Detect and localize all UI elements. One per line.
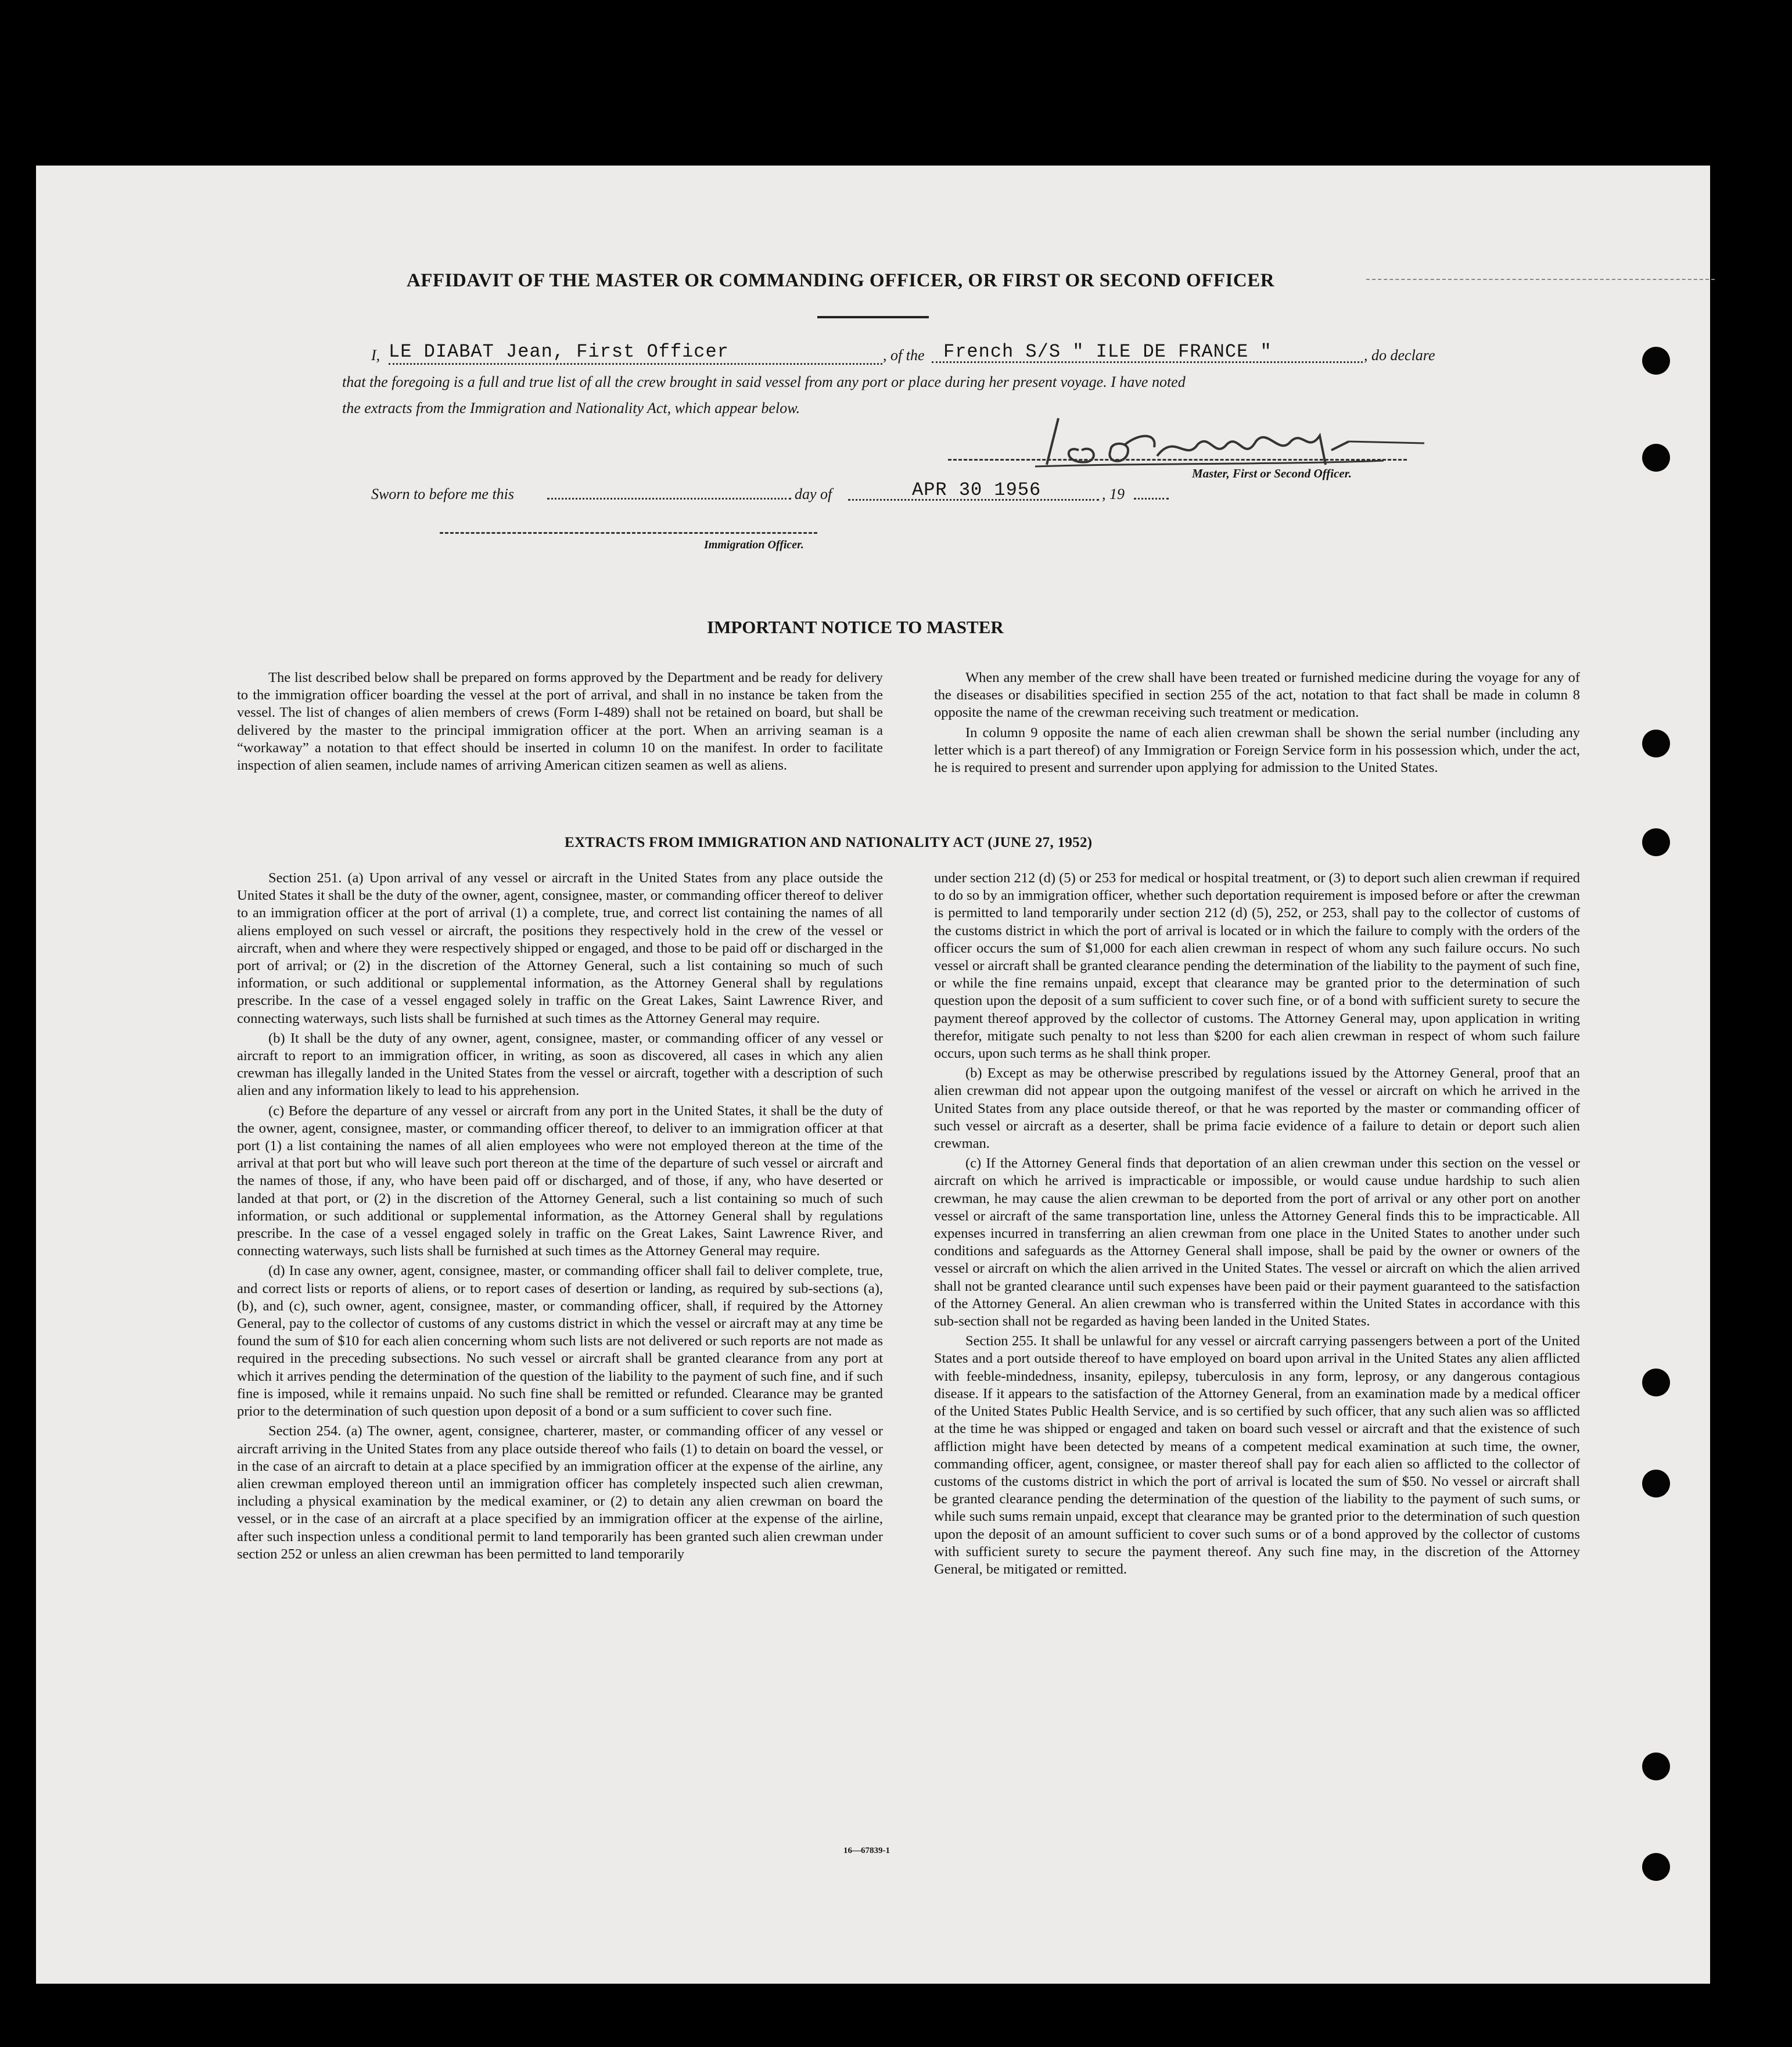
section-254-a-cont: under section 212 (d) (5) or 253 for medical or hospital treatment, or (3) to deport such alien crewman if required to do so by an immigration officer, whether such deportation requirement is imposed before or after the crewman is permitted to land temporarily under section 212 (d) (5), 252, or 253, shall pay to the collector of customs of the customs district in which the port of arrival is located or in which the failure to comply with the orders of the officer occurs the sum of $1,000 for each alien crewman in respect of whom any such failure occurs. No such vessel or aircraft shall be granted clearance pending the determination of the liability to the payment of such fine, or while the fine remains unpaid, except that clearance may be granted prior to the determination of such question upon the deposit of a sum sufficient to cover such fine, or of a bond with sufficient surety to secure the payment thereof approved by the collector of customs. The Attorney General may, upon application in writing therefor, mitigate such penalty to not less than $200 for each alien crewman in respect of whom such failure occurs, upon such terms as he shall think proper. (934, 870, 1580, 1062)
punch-hole (1642, 1369, 1670, 1396)
extracts-right-column (934, 870, 1580, 1581)
extracts-title: EXTRACTS FROM IMMIGRATION AND NATIONALITY ACT (JUNE 27, 1952) (565, 835, 1093, 850)
vessel-field: French S/S " ILE DE FRANCE " (932, 341, 1363, 363)
punch-hole (1642, 347, 1670, 375)
officer-name-field: LE DIABAT Jean, First Officer (389, 341, 882, 365)
affidavit-title: AFFIDAVIT OF THE MASTER OR COMMANDING OFFICER, OR FIRST OR SECOND OFFICER (406, 270, 1275, 291)
date-stamp: APR 30 1956 (848, 479, 1099, 501)
section-254-c: (c) If the Attorney General finds that deportation of an alien crewman under this section on the vessel or aircraft on which he arrived is impracticable or impossible, or would cause undue hardship to such alien crewman, he may cause the alien crewman to be deported from the port of arrival or any other port on another vessel or aircraft of the same transportation line, unless the Attorney General finds this to be impracticable. All expenses incurred in transferring an alien crewman from one place in the United States to another under such conditions and safeguards as the Attorney General shall impose, shall be paid by the owner or owners of the vessel or aircraft on which the alien arrived in the United States. The vessel or aircraft on which the alien arrived shall not be granted clearance until such expenses have been paid or their payment guaranteed to the satisfaction of the Attorney General. An alien crewman who is transferred within the United States in accordance with this sub-section shall not be regarded as having been landed in the United States. (934, 1155, 1580, 1330)
punch-hole (1642, 730, 1670, 757)
section-254-a: Section 254. (a) The owner, agent, consignee, charterer, master, or commanding officer of any vessel or aircraft arriving in the United States from any place outside thereof who fails (1) to detain on board the vessel, or in the case of an aircraft to detain at a place specified by an immigration officer at the expense of the airline, any alien crewman employed thereon until an immigration officer has completely inspected such alien crewman, including a physical examination by the medical examiner, or (2) to detain any alien crewman on board the vessel, or in the case of an aircraft at a place specified by an immigration officer at the expense of the airline, after such inspection unless a conditional permit to land temporarily has been granted such alien crewman under section 252 or unless an alien crewman has been permitted to land temporarily (237, 1423, 883, 1562)
section-255: Section 255. It shall be unlawful for any vessel or aircraft carrying passengers between a port of the United States and a port outside thereof to have employed on board upon arrival in the United States any alien afflicted with feeble-mindedness, insanity, epilepsy, tuberculosis in any form, leprosy, or any dangerous contagious disease. If it appears to the satisfaction of the Attorney General, from an examination made by a medical officer of the United States Public Health Service, and is so certified by such officer, that any such alien was so afflicted at the time he was shipped or engaged and taken on board such vessel or aircraft and that the existence of such affliction might have been detected by means of a competent medical examination at such time, the owner, commanding officer, agent, consignee, or master thereof shall pay for each alien so afflicted to the collector of customs of the customs district in which the port of arrival is located the sum of $50. No vessel or aircraft shall be granted clearance pending the determination of the question of the liability to the payment of such sums, or while such sums remain unpaid, except that clearance may be granted prior to the determination of such question upon the deposit of an amount sufficient to cover such sums or of a bond approved by the collector of customs with sufficient surety to secure the payment thereof. Any such fine may, in the discretion of the Attorney General, be mitigated or remitted. (934, 1333, 1580, 1577)
form-number: 16—67839-1 (843, 1846, 890, 1855)
notice-right-text: When any member of the crew shall have been treated or furnished medicine during the voyage for any of the diseases or disabilities specified in section 255 of the act, notation to that fact shall be made in column 8 opposite the name of the crewman receiving such treatment or medication. In column 9 opposite the name of each alien crewman shall be shown the serial number (including any letter which is a part thereof) of any Immigration or Foreign Service form in his possession which, under the act, he is required to present and surrender upon applying for admission to the United States. (934, 670, 1580, 776)
punch-hole (1642, 828, 1670, 856)
punch-hole (1642, 1853, 1670, 1881)
officer-signature (1024, 410, 1442, 473)
title-tail-dots (1366, 279, 1715, 280)
signature-line (948, 459, 1407, 461)
declaration-line2: that the foregoing is a full and true list of all the crew brought in said vessel from any port or place during her present voyage. I have noted (342, 374, 1186, 390)
section-254-b: (b) Except as may be otherwise prescribed by regulations issued by the Attorney General, proof that an alien crewman did not appear upon the outgoing manifest of the vessel or aircraft on which he arrived in the United States from any place outside thereof, or that he was reported by the master or commanding officer of such vessel or aircraft as a deserter, shall be prima facie evidence of a failure to detain or deport such alien crewman. (934, 1065, 1580, 1152)
signature-caption: Master, First or Second Officer. (1192, 466, 1352, 480)
do-declare-label: , do declare (1364, 347, 1435, 364)
day-of-label: day of (795, 486, 832, 502)
of-the-label: , of the (883, 347, 925, 364)
punch-hole (1642, 1470, 1670, 1497)
year-field (1134, 498, 1169, 500)
immigration-officer-line (440, 532, 817, 534)
sworn-label: Sworn to before me this (371, 486, 515, 502)
extracts-left-column (237, 870, 883, 1565)
section-251-b: (b) It shall be the duty of any owner, agent, consignee, master, or commanding officer of any vessel or aircraft to report to an immigration officer, in writing, as soon as discovered, all cases in which any alien crewman has illegally landed in the United States from the vessel or aircraft, together with a description of such alien and any information likely to lead to his apprehension. (237, 1030, 883, 1099)
year-prefix: , 19 (1102, 486, 1125, 502)
punch-hole (1642, 444, 1670, 472)
section-251-a: Section 251. (a) Upon arrival of any vessel or aircraft in the United States from any place outside the United States it shall be the duty of the owner, agent, consignee, master, or commanding officer thereof to deliver to an immigration officer at the port of arrival (1) a complete, true, and correct list containing the names of all aliens employed on such vessel or aircraft, the positions they respectively hold in the crew of the vessel or aircraft, when and where they were respectively shipped or engaged, and those to be paid off or discharged in the port of arrival; or (2) in the discretion of the Attorney General, such a list containing so much of such information, or such additional or supplemental information, as the Attorney General shall by regulations prescribe. In the case of a vessel engaged solely in traffic on the Great Lakes, Saint Lawrence River, and connecting waterways, such lists shall be furnished at such times as the Attorney General may require. (237, 870, 883, 1026)
affidavit-line1-prefix: I, (371, 347, 380, 364)
immigration-officer-label: Immigration Officer. (704, 538, 804, 551)
section-251-d: (d) In case any owner, agent, consignee, master, or commanding officer shall fail to deliver complete, true, and correct lists or reports of aliens, or to report cases of desertion or landing, as required by sub-sections (a), (b), and (c), such owner, agent, consignee, master, or commanding officer, shall, if required by the Attorney General, pay to the collector of customs of any customs district in which the vessel or aircraft may at any time be found the sum of $10 for each alien concerning whom such lists are not delivered or such reports are not made as required in the preceding subsections. No such vessel or aircraft shall be granted clearance from any port at which it arrives pending the determination of the question of the liability to the payment of such fine, and if such fine is imposed, while it remains unpaid. No such fine shall be remitted or refunded. Clearance may be granted prior to the determination of such question upon deposit of a bond or a sum sufficient to cover such fine. (237, 1263, 883, 1420)
notice-left-text: The list described below shall be prepared on forms approved by the Department and be ready for delivery to the immigration officer boarding the vessel at the port of arrival, and shall in no instance be taken from the vessel. The list of changes of alien members of crews (Form I-489) shall not be retained on board, but shall be delivered by the master to the principal immigration officer at the port. When an arriving seaman is a “workaway” a notation to that effect should be inserted in column 10 on the manifest. In order to facilitate inspection of alien seamen, include names of arriving American citizen seamen as well as aliens. (237, 670, 883, 774)
sworn-day-field (547, 498, 791, 500)
declaration-line3: the extracts from the Immigration and Nationality Act, which appear below. (342, 400, 800, 416)
title-rule (817, 316, 929, 318)
section-251-c: (c) Before the departure of any vessel or aircraft from any port in the United States, it shall be the duty of the owner, agent, consignee, master, or commanding officer thereof, to deliver to an immigration officer at that port (1) a list containing the names of all alien employees who were not employed thereon at the time of the arrival at that port but who will leave such port thereon at the time of the departure of such vessel or aircraft and the names of those, if any, who have been paid off or discharged, and of those, if any, who have deserted or landed at that port, or (2) in the discretion of the Attorney General, such a list containing so much of such information, or such additional or supplemental information, as the Attorney General shall by regulations prescribe. In the case of a vessel engaged solely in traffic on the Great Lakes, Saint Lawrence River, and connecting waterways, such lists shall be furnished at such times as the Attorney General may require. (237, 1102, 883, 1259)
punch-hole (1642, 1752, 1670, 1780)
notice-title: IMPORTANT NOTICE TO MASTER (707, 617, 1004, 637)
document-page (36, 166, 1710, 1984)
